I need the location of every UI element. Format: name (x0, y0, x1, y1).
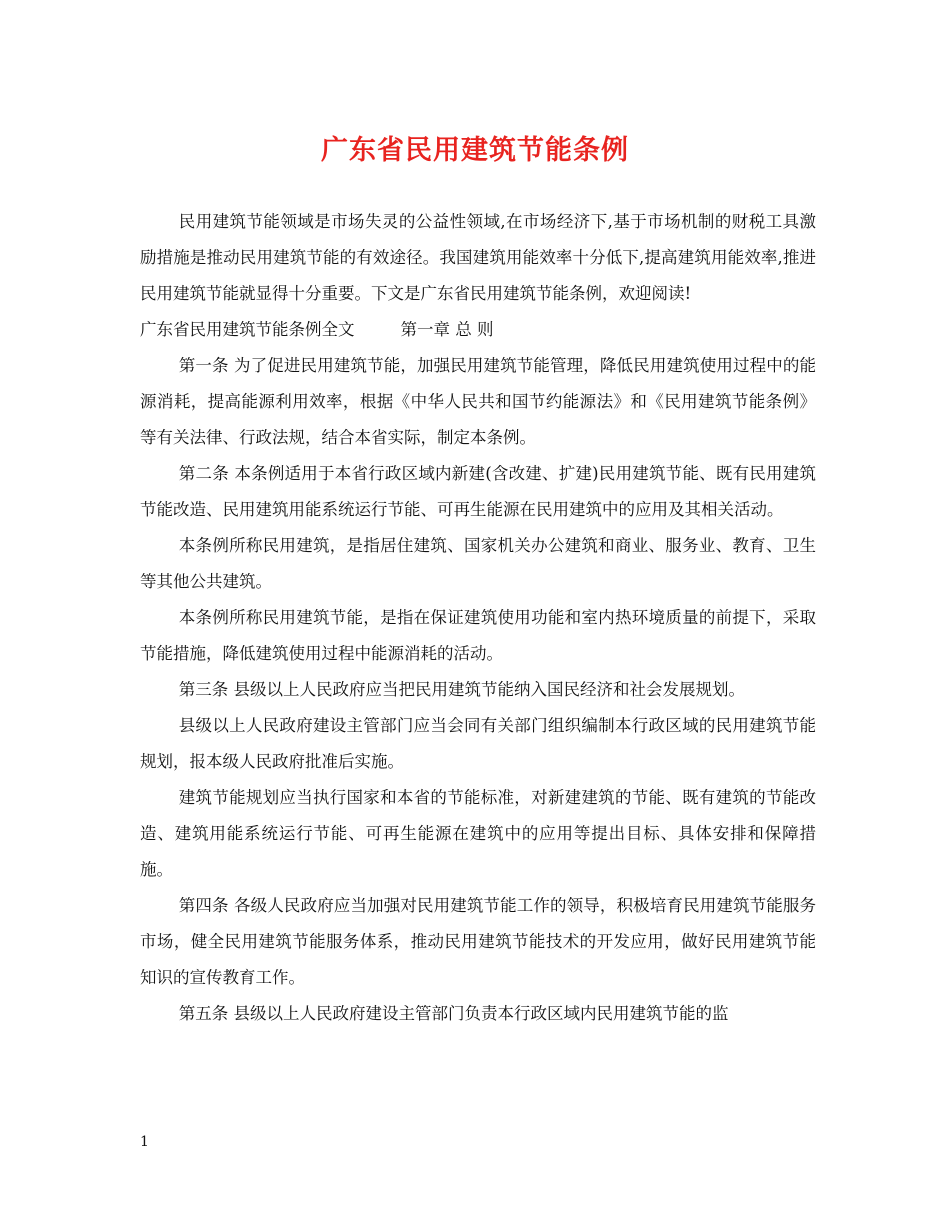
intro-paragraph: 民用建筑节能领域是市场失灵的公益性领域,在市场经济下,基于市场机制的财税工具激励措施是推动民用建筑节能的有效途径。我国建筑用能效率十分低下,提高建筑用能效率,推进民用建筑节能就显得十分重要。下文是广东省民用建筑节能条例，欢迎阅读! (140, 212, 816, 303)
article-paragraph: 第二条 本条例适用于本省行政区域内新建(含改建、扩建)民用建筑节能、既有民用建筑节能改造、民用建筑用能系统运行节能、可再生能源在民用建筑中的应用及其相关活动。 (140, 464, 816, 519)
document-title: 广东省民用建筑节能条例 (321, 135, 629, 166)
article-paragraph: 第三条 县级以上人民政府应当把民用建筑节能纳入国民经济和社会发展规划。 (178, 680, 746, 699)
article-paragraph: 第五条 县级以上人民政府建设主管部门负责本行政区域内民用建筑节能的监 (178, 1004, 729, 1023)
article-paragraph: 县级以上人民政府建设主管部门应当会同有关部门组织编制本行政区域的民用建筑节能规划，报本级人民政府批准后实施。 (140, 716, 816, 771)
page-number: 1 (140, 1134, 149, 1150)
article-paragraph: 第一条 为了促进民用建筑节能，加强民用建筑节能管理，降低民用建筑使用过程中的能源消耗，提高能源利用效率，根据《中华人民共和国节约能源法》和《民用建筑节能条例》等有关法律、行政法规，结合本省实际，制定本条例。 (140, 356, 816, 447)
chapter-heading: 第一章 总 则 (400, 320, 494, 339)
article-paragraph: 第四条 各级人民政府应当加强对民用建筑节能工作的领导，积极培育民用建筑节能服务市场，健全民用建筑节能服务体系，推动民用建筑节能技术的开发应用，做好民用建筑节能知识的宣传教育工作。 (140, 896, 816, 987)
fulltext-label: 广东省民用建筑节能条例全文 (140, 320, 355, 339)
article-paragraph: 本条例所称民用建筑，是指居住建筑、国家机关办公建筑和商业、服务业、教育、卫生等其他公共建筑。 (140, 536, 816, 591)
document-body (140, 204, 816, 1032)
article-paragraph: 本条例所称民用建筑节能，是指在保证建筑使用功能和室内热环境质量的前提下，采取节能措施，降低建筑使用过程中能源消耗的活动。 (140, 608, 816, 663)
article-paragraph: 建筑节能规划应当执行国家和本省的节能标准，对新建建筑的节能、既有建筑的节能改造、建筑用能系统运行节能、可再生能源在建筑中的应用等提出目标、具体安排和保障措施。 (140, 788, 816, 879)
fulltext-heading-line (140, 312, 816, 348)
